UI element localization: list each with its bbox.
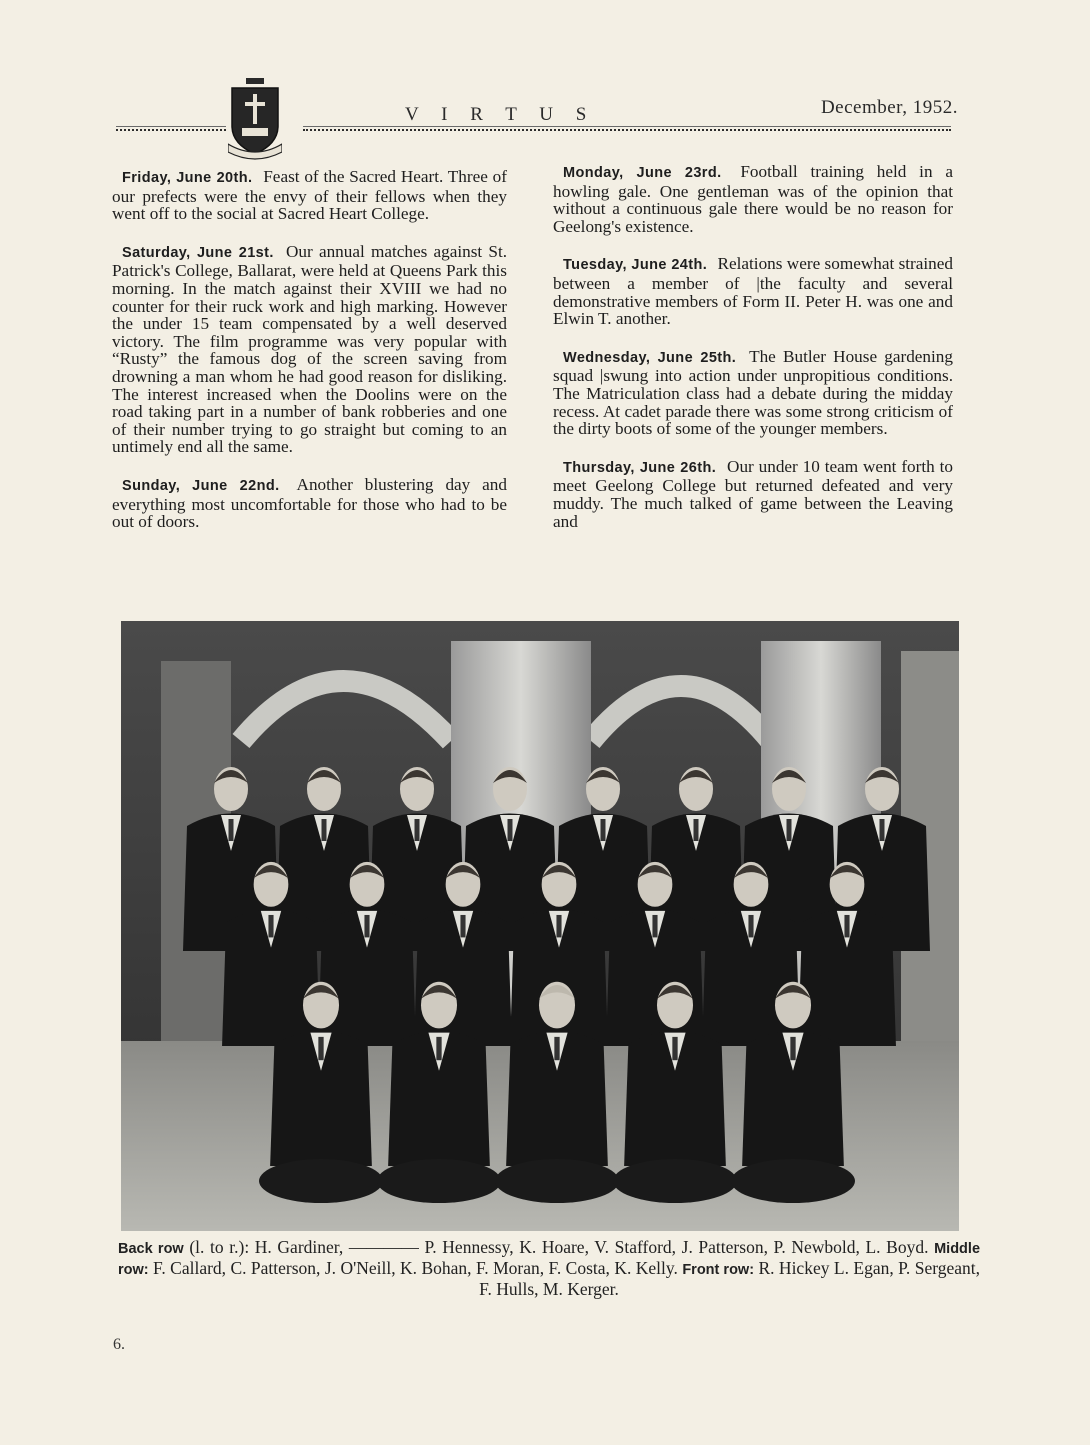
front-row-legs (259, 1159, 855, 1203)
header-rule-right (303, 126, 951, 127)
entry-text: Relations were somewhat strained between a member of |the faculty and several demonstrative members of Form II. Peter H. was one and Elwin T. another. (553, 254, 953, 329)
diary-entry (553, 458, 953, 530)
entry-text: Football training held in a howling gale. One gentleman was of the opinion that without a continuous gale there would be no reason for Geelong's existence. (553, 162, 954, 236)
front-row-names: R. Hickey L. Egan, P. Sergeant, F. Hulls, M. Kerger. (479, 1258, 981, 1299)
diary-entry (112, 476, 507, 531)
issue-date: December, 1952. (820, 97, 958, 118)
entry-date: Saturday, June 21st. (122, 244, 274, 261)
photo-caption (118, 1238, 980, 1299)
magazine-title: V I R T U S (405, 104, 596, 125)
entry-text: Another blustering day and everything most uncomfortable for those who had to be out of doors. (112, 474, 507, 532)
entry-text: The Butler House gardening squad |swung into action under unpropitious conditions. The Matriculation class had a debate during the midday recess. At cadet parade there was some strong criticism of the dirty boots of some of the younger members. (553, 346, 953, 439)
diary-entry (553, 348, 953, 438)
team-photograph (121, 621, 959, 1231)
entry-date: Friday, June 20th. (122, 170, 253, 186)
page-number: 6. (113, 1336, 125, 1353)
entry-text: Feast of the Sacred Heart. Three of our prefects were the envy of their fellows when they went off to the social at Sacred Heart College. (112, 167, 507, 224)
entry-date: Sunday, June 22nd. (122, 477, 280, 494)
back-row-names: (l. to r.): H. Gardiner, ———— P. Hennessy, K. Hoare, V. Stafford, J. Patterson, P. Newbold, L. Boyd. (189, 1237, 929, 1257)
college-crest-icon (228, 78, 282, 160)
entry-date: Monday, June 23rd. (563, 165, 722, 181)
header-rule-left (116, 126, 226, 127)
back-row-label: Back row (118, 1241, 184, 1257)
diary-entry (112, 243, 507, 456)
diary-entry (112, 168, 507, 223)
middle-row-names: F. Callard, C. Patterson, J. O'Neill, K. Bohan, F. Moran, F. Costa, K. Kelly. (153, 1258, 678, 1278)
diary-entry (553, 163, 953, 235)
team-photograph-illustration (121, 621, 959, 1231)
entry-date: Wednesday, June 25th. (563, 349, 737, 366)
diary-entry (553, 255, 953, 327)
entry-text: Our under 10 team went forth to meet Geelong College but returned defeated and very muddy. The much talked of game between the Leaving and (553, 456, 953, 531)
entry-text: Our annual matches against St. Patrick's College, Ballarat, were held at Queens Park this morning. In the match against their XVIII we had no counter for their ruck work and high marking. However the under 15 team compensated by a well deserved victory. The film programme was very popular with “Rusty” the famous dog of the screen saving from drowning a man whom he had good reason for disliking. The interest increased when the Doolins were on the road taking part in a number of bank robberies and one of their number trying to go straight but coming to an untimely end all the same. (112, 241, 508, 457)
entry-date: Thursday, June 26th. (563, 459, 717, 476)
header-rule-dots-left (116, 129, 226, 131)
middle-row-label: Middle row: (118, 1241, 981, 1278)
front-row-label: Front row: (682, 1262, 755, 1278)
right-column (553, 163, 953, 550)
left-column (112, 168, 507, 551)
entry-date: Tuesday, June 24th. (563, 257, 708, 274)
header-rule-dots-right (303, 129, 951, 131)
